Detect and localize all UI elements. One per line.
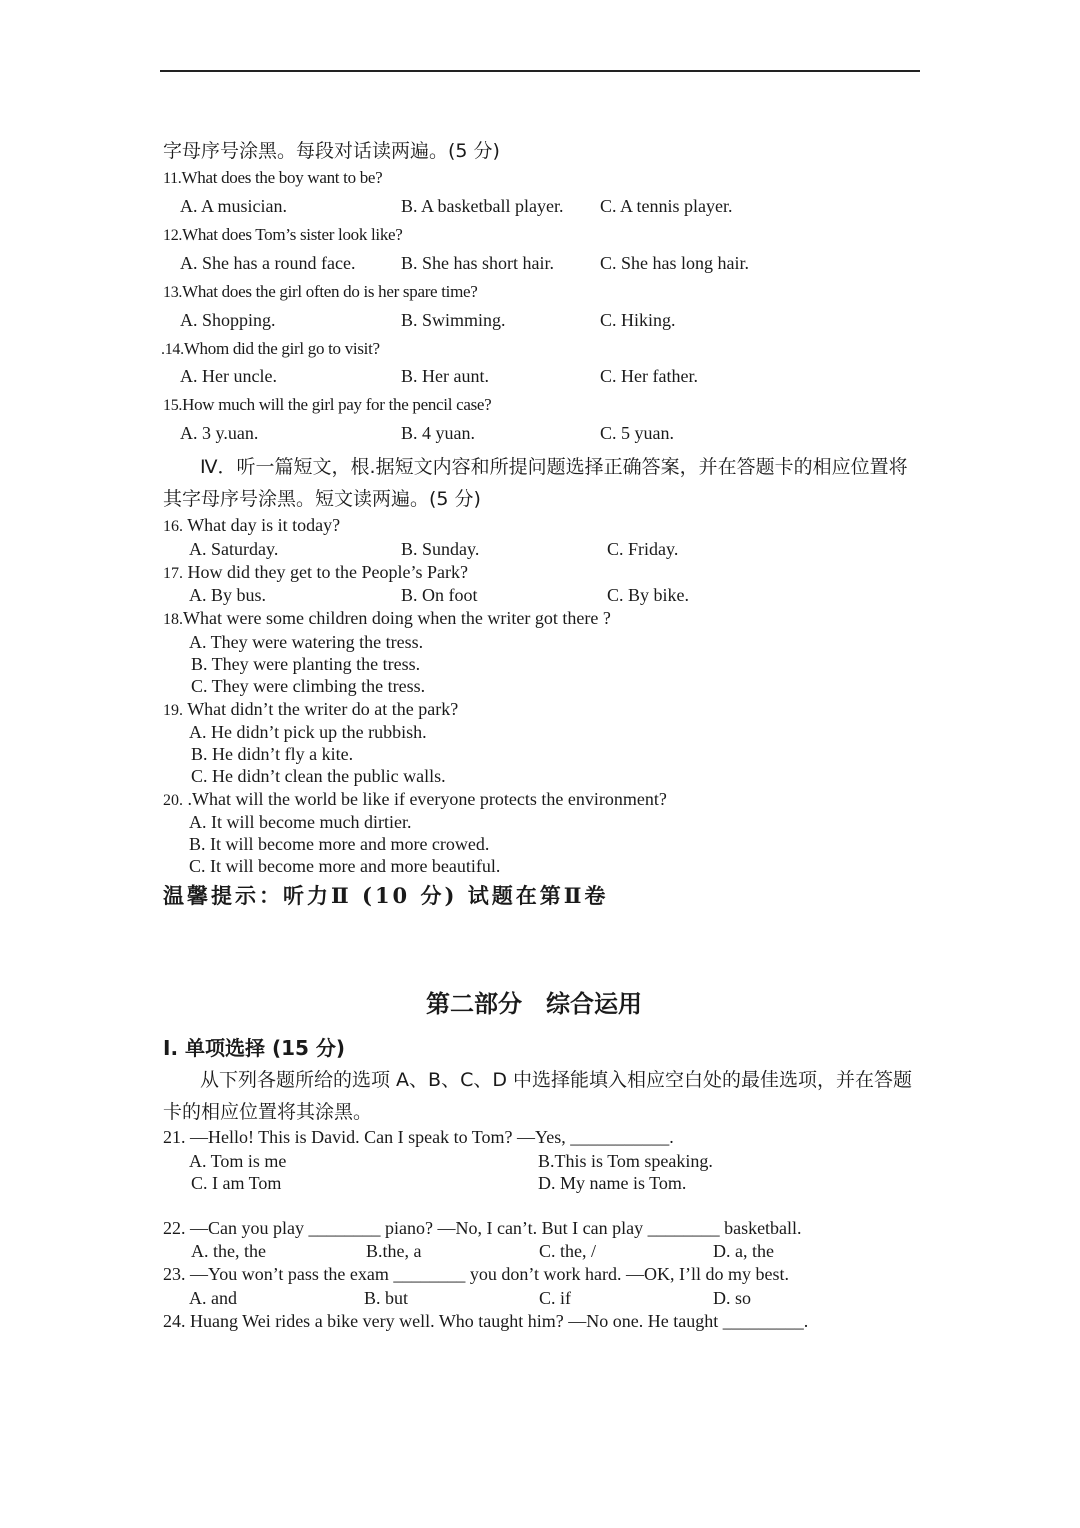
question-17: 17. How did they get to the People’s Park? (163, 562, 468, 582)
option-16c: C. Friday. (607, 539, 679, 559)
part3-instruction: 字母序号涂黑。每段对话读两遍。(5 分) (163, 140, 500, 162)
option-23c: C. if (539, 1288, 572, 1308)
option-14a: A. Her uncle. (180, 366, 277, 386)
option-20b: B. It will become more and more crowed. (189, 834, 490, 854)
option-13a: A. Shopping. (180, 310, 276, 330)
option-16a: A. Saturday. (189, 539, 279, 559)
option-12a: A. She has a round face. (180, 253, 356, 273)
option-21a: A. Tom is me (189, 1151, 287, 1171)
question-23: 23. —You won’t pass the exam ________ you don’t work hard. —OK, I’ll do my best. (163, 1264, 789, 1284)
option-11c: C. A tennis player. (600, 196, 733, 216)
question-14: .14.Whom did the girl go to visit? (161, 339, 380, 358)
question-11: 11.What does the boy want to be? (163, 168, 383, 187)
option-19a: A. He didn’t pick up the rubbish. (189, 722, 427, 742)
option-11a: A. A musician. (180, 196, 287, 216)
question-22: 22. —Can you play ________ piano? —No, I can’t. But I can play ________ basketball. (163, 1218, 802, 1238)
section-title: 第二部分 综合运用 (426, 990, 642, 1018)
option-15a: A. 3 y.uan. (180, 423, 259, 443)
option-20a: A. It will become much dirtier. (189, 812, 412, 832)
part4-instruction-line2: 其字母序号涂黑。短文读两遍。(5 分) (163, 488, 481, 510)
option-18b: B. They were planting the tress. (191, 654, 421, 674)
option-15b: B. 4 yuan. (401, 423, 475, 443)
part1-instruction-line2: 卡的相应位置将其涂黑。 (163, 1101, 373, 1123)
option-12c: C. She has long hair. (600, 253, 749, 273)
question-15: 15.How much will the girl pay for the pencil case? (163, 395, 492, 414)
option-18c: C. They were climbing the tress. (191, 676, 426, 696)
question-18: 18.What were some children doing when the writer got there ? (163, 608, 611, 628)
part1-heading: Ⅰ. 单项选择 (15 分) (163, 1036, 346, 1060)
option-21c: C. I am Tom (191, 1173, 282, 1193)
option-23d: D. so (713, 1288, 752, 1308)
option-22a: A. the, the (191, 1241, 266, 1261)
option-17c: C. By bike. (607, 585, 690, 605)
option-12b: B. She has short hair. (401, 253, 554, 273)
option-23a: A. and (189, 1288, 237, 1308)
option-11b: B. A basketball player. (401, 196, 564, 216)
option-22c: C. the, / (539, 1241, 596, 1261)
option-13b: B. Swimming. (401, 310, 506, 330)
question-12: 12.What does Tom’s sister look like? (163, 225, 403, 244)
question-13: 13.What does the girl often do is her spare time? (163, 282, 478, 301)
option-19c: C. He didn’t clean the public walls. (191, 766, 446, 786)
question-19: 19. What didn’t the writer do at the park? (163, 699, 459, 719)
question-21: 21. —Hello! This is David. Can I speak to Tom? —Yes, ___________. (163, 1127, 674, 1147)
option-22b: B.the, a (366, 1241, 422, 1261)
option-21d: D. My name is Tom. (538, 1173, 687, 1193)
option-21b: B.This is Tom speaking. (538, 1151, 713, 1171)
option-18a: A. They were watering the tress. (189, 632, 424, 652)
part1-instruction-line1: 从下列各题所给的选项 A、B、C、D 中选择能填入相应空白处的最佳选项，并在答题 (200, 1069, 913, 1091)
option-19b: B. He didn’t fly a kite. (191, 744, 354, 764)
option-23b: B. but (364, 1288, 409, 1308)
option-22d: D. a, the (713, 1241, 774, 1261)
option-14c: C. Her father. (600, 366, 698, 386)
option-16b: B. Sunday. (401, 539, 480, 559)
question-20: 20. .What will the world be like if everyone protects the environment? (163, 789, 667, 809)
part4-instruction-line1: Ⅳ．听一篇短文，根.据短文内容和所提问题选择正确答案，并在答题卡的相应位置将 (200, 456, 908, 478)
listening-tip: 温馨提示：听力Ⅱ (10 分) 试题在第Ⅱ卷 (163, 883, 609, 908)
option-14b: B. Her aunt. (401, 366, 489, 386)
option-15c: C. 5 yuan. (600, 423, 674, 443)
option-17b: B. On foot (401, 585, 478, 605)
option-20c: C. It will become more and more beautiful. (189, 856, 501, 876)
header-rule (160, 70, 920, 72)
option-13c: C. Hiking. (600, 310, 676, 330)
question-16: 16. What day is it today? (163, 515, 341, 535)
question-24: 24. Huang Wei rides a bike very well. Who taught him? —No one. He taught _________. (163, 1311, 809, 1331)
option-17a: A. By bus. (189, 585, 267, 605)
